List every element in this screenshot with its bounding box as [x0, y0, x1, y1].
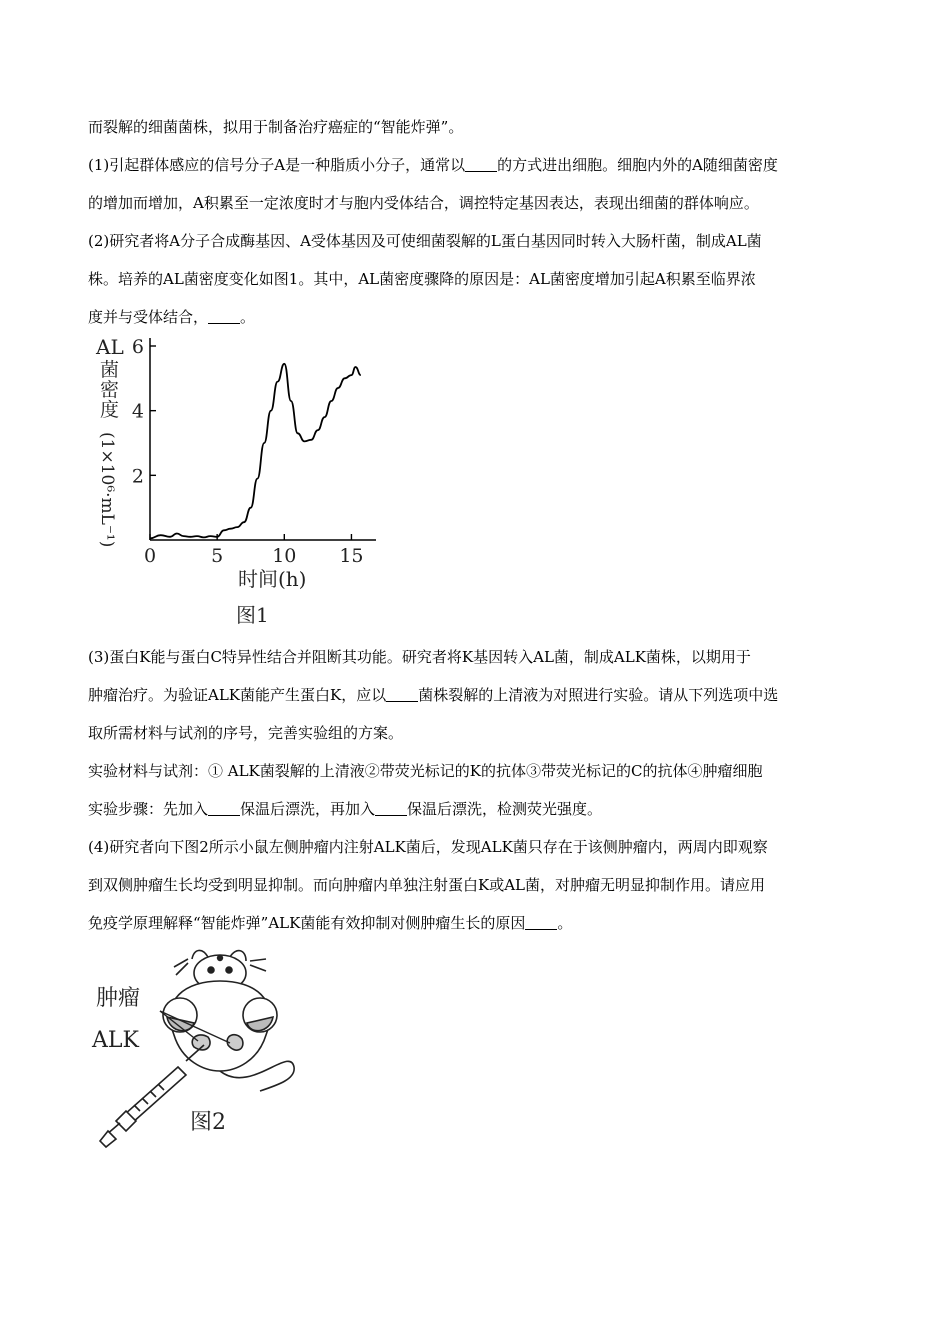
text-line: 肿瘤治疗。为验证ALK菌能产生蛋白K，应以 菌株裂解的上清液为对照进行实验。请从下列选项中选 — [88, 686, 779, 704]
y-axis-label — [95, 335, 124, 547]
figure-1-chart — [90, 332, 390, 632]
figure-2-caption: 图2 — [190, 1110, 226, 1135]
text-line: (3)蛋白K能与蛋白C特异性结合并阻断其功能。研究者将K基因转入AL菌，制成ALK菌株，以期用于 — [88, 648, 751, 666]
answer-blank[interactable] — [465, 157, 497, 172]
answer-blank[interactable] — [208, 801, 240, 816]
text-line: 免疫学原理解释“智能炸弹”ALK菌能有效抑制对侧肿瘤生长的原因 。 — [88, 914, 573, 932]
text-line: 的增加而增加，A积累至一定浓度时才与胞内受体结合，调控特定基因表达，表现出细菌的群体响应。 — [88, 194, 759, 212]
y-label-unit: (1×10⁶·mL⁻¹) — [97, 432, 117, 548]
x-axis-label: 时间(h) — [238, 567, 307, 591]
figure-2-mouse-diagram — [90, 945, 310, 1150]
y-tick-label: 4 — [131, 400, 144, 423]
density-curve — [150, 364, 361, 539]
text-line: 度并与受体结合， 。 — [88, 308, 256, 326]
label-tumor: 肿瘤 — [96, 986, 141, 1011]
y-tick-label: 6 — [131, 336, 144, 358]
x-tick-label: 0 — [143, 545, 157, 567]
y-label-al: AL — [96, 335, 124, 359]
text-line: 实验步骤：先加入 保温后漂洗，再加入 保温后漂洗，检测荧光强度。 — [88, 800, 603, 818]
document-body-mid — [88, 638, 868, 942]
label-alk: ALK — [92, 1028, 139, 1053]
y-tick-label: 2 — [131, 465, 144, 488]
answer-blank[interactable] — [386, 687, 418, 702]
y-label-char: 菌 — [100, 359, 120, 381]
text-line: (1)引起群体感应的信号分子A是一种脂质小分子，通常以 的方式进出细胞。细胞内外的A随细菌密度 — [88, 156, 778, 174]
text-line: (4)研究者向下图2所示小鼠左侧肿瘤内注射ALK菌后，发现ALK菌只存在于该侧肿瘤内，两周内即观察 — [88, 838, 768, 856]
question-text-top — [88, 108, 868, 336]
y-label-char: 度 — [100, 399, 120, 421]
text-line: 取所需材料与试剂的序号，完善实验组的方案。 — [88, 724, 404, 742]
text-line: 到双侧肿瘤生长均受到明显抑制。而向肿瘤内单独注射蛋白K或AL菌，对肿瘤无明显抑制作用。请应用 — [88, 876, 766, 894]
syringe-illustration — [100, 1045, 204, 1147]
document-body — [88, 108, 868, 336]
text-line: 株。培养的AL菌密度变化如图1。其中，AL菌密度骤降的原因是：AL菌密度增加引起A积累至临界浓 — [88, 270, 756, 288]
answer-blank[interactable] — [525, 915, 557, 930]
answer-blank[interactable] — [208, 309, 240, 324]
y-label-char: 密 — [100, 379, 120, 401]
text-line: 实验材料与试剂：① ALK菌裂解的上清液②带荧光标记的K的抗体③带荧光标记的C的抗体④肿瘤细胞 — [88, 762, 763, 780]
x-tick-label: 5 — [211, 545, 224, 567]
text-line: (2)研究者将A分子合成酶基因、A受体基因及可使细菌裂解的L蛋白基因同时转入大肠杆菌，制成AL菌 — [88, 232, 762, 250]
text-line: 而裂解的细菌菌株，拟用于制备治疗癌症的“智能炸弹”。 — [88, 118, 464, 136]
figure-1-caption: 图1 — [236, 603, 269, 627]
x-tick-label: 15 — [339, 545, 364, 567]
axis-ticks — [132, 336, 364, 567]
x-tick-label: 10 — [272, 545, 297, 567]
answer-blank[interactable] — [375, 801, 407, 816]
